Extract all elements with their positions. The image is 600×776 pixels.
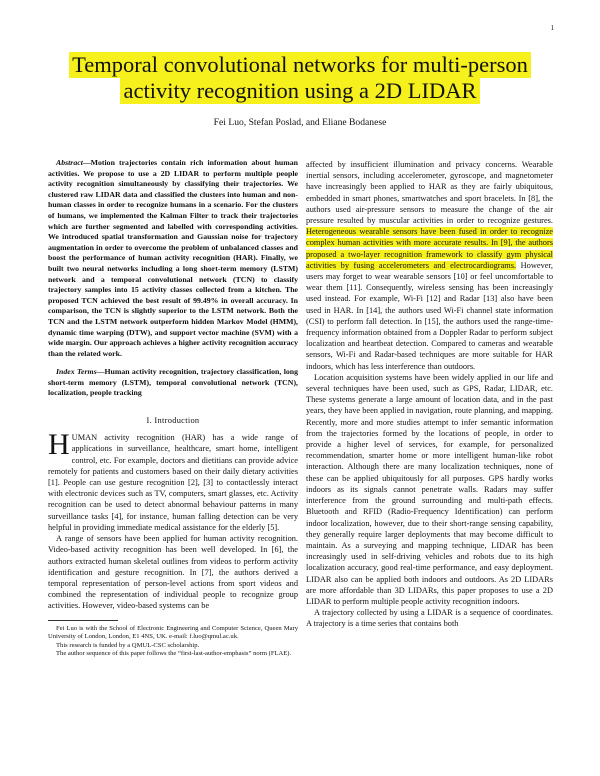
- right-paragraph-2: Location acquisition systems have been widely applied in our life and several techniques have been used, such as GPS, Radar, LIDAR, etc. These systems generate a large amount of location data, and in the past years, they have been applied in navigation, route planning, and mapping. Recently, more and more studies attempt to infer semantic information from the trajectories formed by the locations of people, in order to provide a higher level of services, for example, for personalized recommendation, smarter home or more intelligent human-like robot interaction. Although there are many localization techniques, none of these can be applied ubiquitously for all purposes. GPS hardly works indoors as its signals cannot penetrate walls. Radars may suffer interference from the ground surrounding and multi-path effects. Bluetooth and RFID (Radio-Frequency Identification) can perform indoor localization, however, due to their short-range sensing capability, they generally require larger deployments that may become difficult to maintain. As a surveying and mapping technique, LIDAR has been increasingly used in self-driving vehicles and robots due to its high localization accuracy, good real-time performance, and easy deployment. LIDAR also can be applied both indoors and outdoors. As 2D LIDARs are more affordable than 3D LIDARs, this paper proposes to use a 2D LIDAR to perform multiple people activity recognition indoors.: [306, 372, 553, 606]
- index-terms-lead: Index Terms: [56, 367, 97, 377]
- section-heading: I. Introduction: [146, 416, 200, 426]
- index-terms-body: —Human activity recognition, trajectory classification, long short-term memory (LSTM), temporal convolutional network (TCN), localization, people tracking: [48, 367, 299, 398]
- footnote-author-sequence: The author sequence of this paper follows the “first-last-author-emphasis” norm (FLAE).: [56, 650, 292, 658]
- right-paragraph-3: A trajectory collected by using a LIDAR is a sequence of coordinates. A trajectory is a time series that contains both: [306, 608, 553, 629]
- right-paragraph-1-text-a: affected by insufficient illumination and privacy concerns. Wearable inertial sensors, including accelerometer, gyroscope, and magnetometer have increasingly been applied to HAR as they are fairly ubiquitous, embedded in smart phones, smartwatches and sport bracelets. In [8], the authors used air-pressure sensors to measure the change of the air pressure resulted by muscular activities in order to recognize gestures.: [306, 160, 553, 226]
- abstract-body: —Motion trajectories contain rich information about human activities. We propose to use a 2D LIDAR to perform multiple people activity recognition simultaneously by classifying their trajectories. We clustered raw LIDAR data and classified the clusters into human and non-human classes in order to recognize humans in a scenario. For the clusters of humans, we implemented the Kalman Filter to track their trajectories which are further segmented and labelled with corresponding activities. We introduced spatial transformation and Gaussian noise for trajectory augmentation in order to overcome the problem of unbalanced classes and boost the performance of human activity recognition (HAR). Finally, we built two neural networks including a long short-term memory (LSTM) network and a temporal convolutional network (TCN) to classify trajectory samples into 15 activity classes collected from a kitchen. The proposed TCN achieved the best result of 99.49% in overall accuracy. In comparison, the TCN is slightly superior to the LSTM network. Both the TCN and the LSTM network outperform hidden Markov Model (HMM), dynamic time warping (DTW), and support vector machine (SVM) with a wide margin. Our approach achieves a higher activity recognition accuracy than the related work.: [48, 158, 298, 358]
- drop-cap: H: [48, 428, 70, 462]
- title-line-2: activity recognition using a 2D LIDAR: [120, 78, 479, 104]
- index-terms: [48, 367, 298, 399]
- abstract: [48, 158, 298, 359]
- page-number: 1: [550, 24, 554, 32]
- right-paragraph-1: [306, 159, 553, 372]
- intro-paragraph-1: [48, 428, 298, 533]
- highlighted-passage: Heterogeneous wearable sensors have been fused in order to recognize complex human activities with more accurate results. In [9], the authors proposed a two-layer recognition framework to classify gym physical activities by fusing accelerometers and electrocardiograms.: [306, 227, 553, 270]
- author-list: Fei Luo, Stefan Poslad, and Eliane Bodanese: [213, 117, 387, 128]
- footnote-funding: This research is funded by a QMUL-CSC scholarship.: [56, 641, 200, 649]
- right-column: [306, 159, 553, 630]
- paper-title: [0, 52, 600, 104]
- footnote-affiliation: Fei Luo is with the School of Electronic Engineering and Computer Science, Queen Mary University of London, London, E1 4NS, UK. e-mail: f.luo@qmul.ac.uk.: [48, 624, 298, 641]
- intro-paragraph-1-text: UMAN activity recognition (HAR) has a wide range of applications in surveillance, healthcare, smart home, intelligent control, etc. For example, doctors and dietitians can provide advice remotely for patients and customers based on their daily dietary activities [1]. People can use gesture recognition [2], [3] to contactlessly interact with electronic devices such as TV, computers, smart glasses, etc. Activity recognition can be used to detect abnormal behaviour patterns in many surveillance tasks [4], for instance, human falling detection can be very helpful in providing immediate medical assistance for the elderly [5].: [48, 433, 298, 532]
- intro-paragraph-2: A range of sensors have been applied for human activity recognition. Video-based activity recognition has been well developed. In [6], the authors extracted human skeletal outlines from videos to perform activity identification and gesture recognition. In [7], the authors derived a temporal representation of person-level actions from sport videos and combined the representation of individual people to recognize group activities. However, video-based systems can be: [48, 534, 298, 611]
- footnote-rule: [48, 620, 118, 621]
- abstract-lead: Abstract: [56, 158, 83, 167]
- left-column: [48, 158, 298, 659]
- right-paragraph-1-text-b: However, users may forget to wear wearable sensors [10] or feel uncomfortable to wear them [11]. Consequently, wireless sensing has been increasingly used instead. For example, Wi-Fi [12] and Radar [13] also have been used in HAR. In [14], the authors used Wi-Fi channel state information (CSI) to perform fall detection. In [15], the authors used the range-time-frequency information obtained from a Doppler Radar to perform subject localization and heartbeat detection. Compared to cameras and wearable sensors, Wi-Fi and Radar-based techniques are more suitable for HAR indoors, which has less interference than outdoors.: [306, 260, 553, 371]
- title-line-1: Temporal convolutional networks for multi-person: [69, 52, 531, 78]
